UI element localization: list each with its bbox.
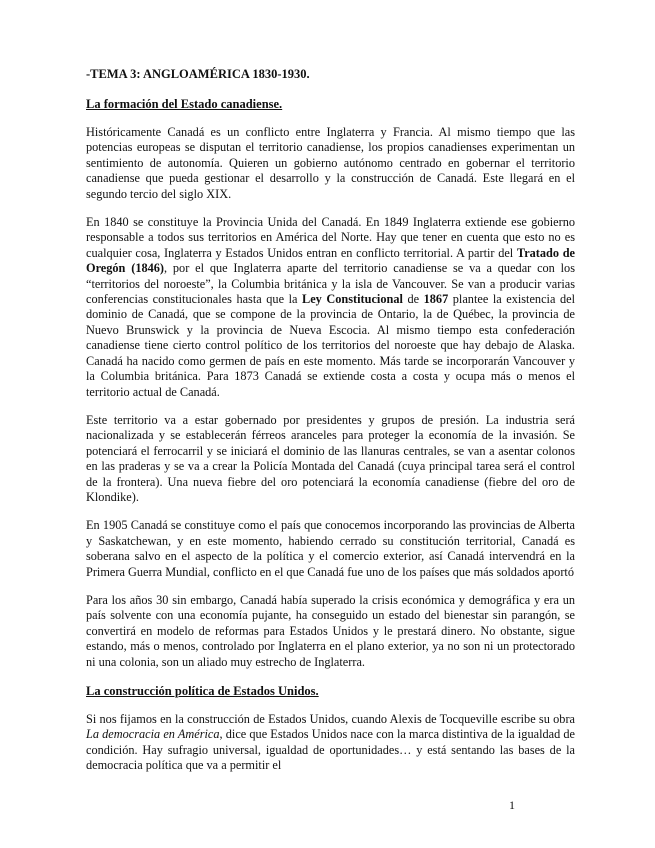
paragraph-3: Este territorio va a estar gobernado por presidentes y grupos de presión. La industria será nacionalizada y se establecerán férreos aranceles para proteger la economía de la invasión. Se potenciará el ferrocarril y se iniciará el dominio de las llanuras centrales, se van a asentar colonos en las praderas y se va a crear la Policía Montada del Canadá (cuya principal tarea será el control de la frontera). Una nueva fiebre del oro potenciará la economía canadiense (fiebre del oro de Klondike).	[86, 412, 575, 504]
paragraph-2	[86, 215, 575, 400]
paragraph-2-text-a: En 1840 se constituye la Provincia Unida del Canadá. En 1849 Inglaterra extiende ese gobierno responsable a todos sus territorios en América del Norte. Hay que tener en cuenta que esto no es cualquier cosa, Inglaterra y Estados Unidos entran en conflicto territorial. A partir del	[86, 215, 575, 260]
page-number: 1	[509, 798, 515, 812]
paragraph-5: Para los años 30 sin embargo, Canadá había superado la crisis económica y demográfica y era un país solvente con una economía pujante, ha conseguido un estado del bienestar sin parangón, se convertirá en modelo de reformas para Estados Unidos y le prestará dinero. No obstante, sigue estando, más o menos, controlado por Inglaterra en el plano exterior, ya no son ni un protectorado ni una colonia, son un aliado muy estrecho de Inglaterra.	[86, 592, 575, 669]
section-heading-usa: La construcción política de Estados Unidos.	[86, 684, 319, 698]
book-title-italic: La democracia en América	[86, 727, 220, 742]
paragraph-6-text-a: Si nos fijamos en la construcción de Estados Unidos, cuando Alexis de Tocqueville escribe su obra	[86, 712, 575, 726]
year-1867-bold: 1867	[423, 292, 449, 307]
paragraph-6-text-b: , dice que Estados Unidos nace con la marca distintiva de la igualdad de condición. Hay sufragio universal, igualdad de oportunidades… y está sentando las bases de la democracia política que va a permitir el	[86, 727, 575, 773]
section-heading-canada: La formación del Estado canadiense.	[86, 97, 283, 111]
paragraph-2-text-d: de	[402, 292, 424, 307]
page-content	[86, 66, 575, 787]
paragraph-2-text-c: , por el que Inglaterra aparte del territorio canadiense se va a quedar con los “territorios del noroeste”, la Columbia británica y la isla de Vancouver. Se van a producir varias conferencias constitucionales hasta que la	[86, 261, 575, 307]
paragraph-4: En 1905 Canadá se constituye como el país que conocemos incorporando las provincias de Alberta y Saskatchewan, y en este momento, habiendo cerrado su constitución territorial, Canadá es soberana salvo en el aspecto de la política y el comercio exterior, así Canadá intervendrá en la Primera Guerra Mundial, conflicto en el que Canadá fue uno de los países que más soldados aportó	[86, 518, 575, 579]
constitutional-law-bold: Ley Constitucional	[302, 292, 403, 307]
paragraph-2-text-e: plantee la existencia del dominio de Canadá, que se compone de la provincia de Ontario, la de Québec, la provincia de Nuevo Brunswick y la provincia de Nueva Escocia. Al mismo tiempo esta confederación canadiense tiene cierto control político de los territorios del noroeste que hay debajo de Alaska. Canadá ha nacido como germen de país en este momento. Más tarde se incorporarán Vancouver y la Columbia británica. Para 1873 Canadá se extiende costa a costa y ocupa más o menos el territorio actual de Canadá.	[86, 292, 575, 399]
treaty-oregon-bold: Tratado de Oregón (1846)	[86, 245, 576, 276]
paragraph-1: Históricamente Canadá es un conflicto entre Inglaterra y Francia. Al mismo tiempo que las potencias europeas se disputan el territorio canadiense, los propios canadienses experimentan un sentimiento de autonomía. Quieren un gobierno autónomo centrado en gobernar el territorio canadiense que pueda gestionar el desarrollo y la construcción de Canadá. Este llegará en el segundo tercio del siglo XIX.	[86, 125, 575, 201]
paragraph-6	[86, 712, 575, 774]
document-title: -TEMA 3: ANGLOAMÉRICA 1830-1930.	[86, 67, 310, 81]
